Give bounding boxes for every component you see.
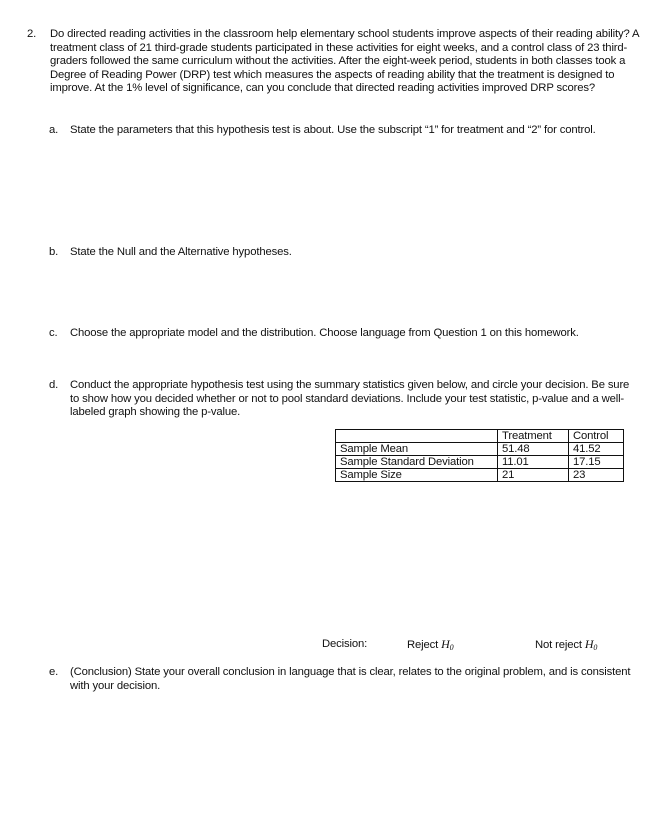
control-sample-size: 23	[569, 469, 624, 482]
control-sample-sd: 17.15	[569, 456, 624, 469]
decision-row	[0, 638, 655, 654]
treatment-sample-sd: 11.01	[498, 456, 569, 469]
item-d-text: Conduct the appropriate hypothesis test using the summary statistics given below, and circle your decision. Be sure to show how you decided whether or not to pool standard deviations. Include your test statistic, p-value and a well-labeled graph showing the p-value.	[70, 379, 630, 419]
item-c-letter: c.	[49, 327, 58, 339]
table-header-cell-empty	[336, 430, 498, 443]
table-header-control: Control	[569, 430, 624, 443]
not-reject-label: Not reject	[535, 639, 582, 651]
table-header-treatment: Treatment	[498, 430, 569, 443]
decision-option-reject[interactable]	[407, 638, 454, 653]
treatment-sample-mean: 51.48	[498, 443, 569, 456]
table-row	[336, 469, 624, 482]
table-row	[336, 443, 624, 456]
h-subscript: 0	[449, 643, 454, 652]
row-label-sample-mean: Sample Mean	[336, 443, 498, 456]
item-d-letter: d.	[49, 379, 59, 391]
h-letter: H	[441, 637, 450, 651]
treatment-sample-size: 21	[498, 469, 569, 482]
h-subscript: 0	[593, 643, 598, 652]
decision-option-not-reject[interactable]	[535, 638, 597, 653]
h0-symbol	[585, 637, 597, 651]
item-b-letter: b.	[49, 246, 59, 258]
item-e-letter: e.	[49, 666, 59, 678]
question-text: Do directed reading activities in the classroom help elementary school students improve aspects of their reading ability? A treatment class of 21 third-grade students participated in these activities for eight weeks, and a control class of 23 third-graders followed the same curriculum without the activities. After the eight-week period, students in both classes took a Degree of Reading Power (DRP) test which measures the aspects of reading ability that the treatment is designed to improve. At the 1% level of significance, can you conclude that directed reading activities improved DRP scores?	[50, 28, 639, 95]
row-label-sample-sd: Sample Standard Deviation	[336, 456, 498, 469]
h-letter: H	[584, 637, 594, 651]
decision-label: Decision:	[322, 638, 368, 650]
summary-statistics-table	[335, 429, 624, 482]
control-sample-mean: 41.52	[569, 443, 624, 456]
row-label-sample-size: Sample Size	[336, 469, 498, 482]
table-row	[336, 456, 624, 469]
item-c-text: Choose the appropriate model and the distribution. Choose language from Question 1 on this homework.	[70, 327, 579, 339]
item-a-letter: a.	[49, 124, 59, 136]
question-number: 2.	[27, 28, 37, 40]
table-header-row	[336, 430, 624, 443]
item-b-text: State the Null and the Alternative hypotheses.	[70, 246, 292, 258]
reject-label: Reject	[407, 639, 439, 651]
item-a-text: State the parameters that this hypothesis test is about. Use the subscript “1” for treatment and “2” for control.	[70, 124, 596, 136]
h0-symbol	[441, 637, 453, 651]
item-e-text: (Conclusion) State your overall conclusion in language that is clear, relates to the original problem, and is consistent with your decision.	[70, 666, 631, 692]
